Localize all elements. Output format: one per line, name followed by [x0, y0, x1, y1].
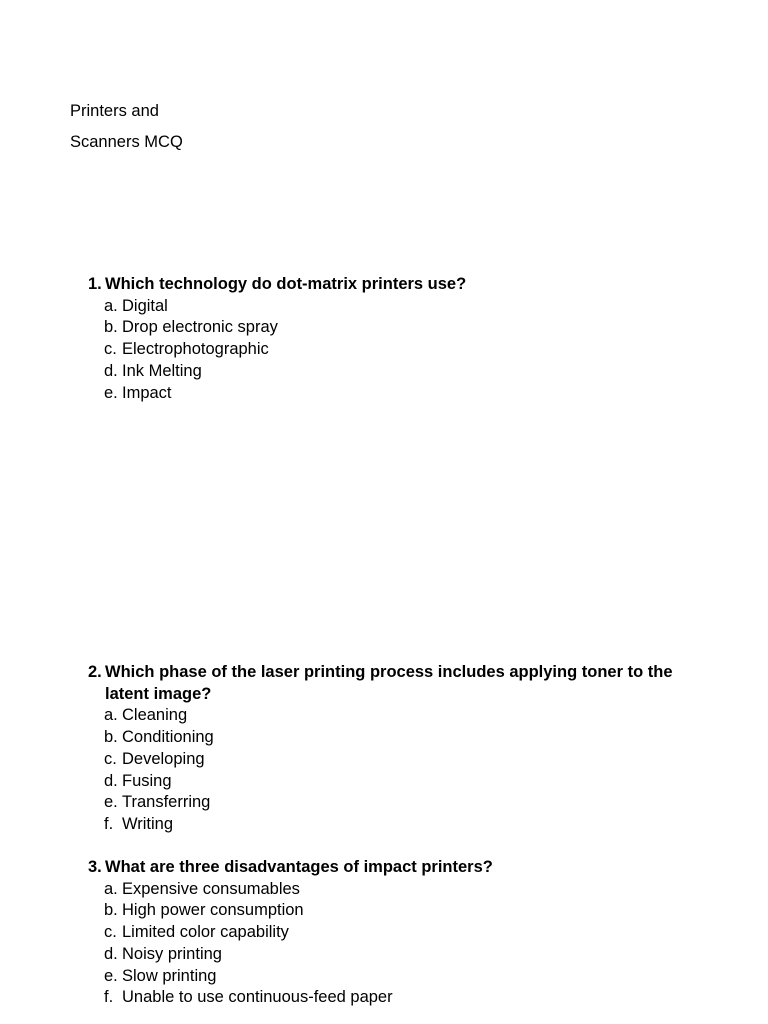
option-b [104, 900, 698, 922]
option-letter: e. [104, 793, 118, 812]
option-letter: d. [104, 944, 118, 963]
document-title [70, 96, 183, 158]
option-text: High power consumption [122, 901, 304, 920]
question-1 [88, 274, 698, 404]
option-letter: f. [104, 988, 114, 1007]
option-text: Unable to use continuous-feed paper [122, 988, 393, 1007]
option-f [104, 814, 698, 836]
question-2 [88, 662, 698, 836]
option-f [104, 987, 698, 1009]
option-letter: c. [104, 749, 117, 768]
option-a [104, 296, 698, 318]
question-number: 2. [88, 663, 102, 681]
question-3-prompt [88, 857, 698, 879]
question-number: 3. [88, 858, 102, 876]
option-letter: c. [104, 923, 117, 942]
option-letter: e. [104, 383, 118, 402]
option-d [104, 944, 698, 966]
option-letter: c. [104, 340, 117, 359]
option-d [104, 771, 698, 793]
option-letter: d. [104, 771, 118, 790]
question-text: Which phase of the laser printing process includes applying toner to the latent image? [105, 663, 673, 703]
option-a [104, 879, 698, 901]
option-a [104, 705, 698, 727]
option-text: Electrophotographic [122, 340, 269, 359]
question-1-prompt [88, 274, 698, 296]
question-3 [88, 857, 698, 1009]
question-number: 1. [88, 275, 102, 293]
question-text: Which technology do dot-matrix printers use? [105, 275, 467, 293]
option-e [104, 792, 698, 814]
question-3-options [88, 879, 698, 1009]
option-c [104, 922, 698, 944]
option-letter: a. [104, 879, 118, 898]
option-letter: b. [104, 901, 118, 920]
option-text: Fusing [122, 771, 172, 790]
option-d [104, 361, 698, 383]
option-text: Slow printing [122, 966, 217, 985]
option-text: Drop electronic spray [122, 318, 278, 337]
option-text: Conditioning [122, 728, 214, 747]
question-2-options [88, 705, 698, 835]
option-text: Transferring [122, 793, 211, 812]
option-c [104, 749, 698, 771]
option-b [104, 317, 698, 339]
option-letter: b. [104, 728, 118, 747]
option-text: Writing [122, 814, 174, 833]
option-text: Limited color capability [122, 923, 289, 942]
document-title-line-1: Printers and [70, 102, 159, 120]
option-e [104, 383, 698, 405]
option-text: Cleaning [122, 706, 188, 725]
document-title-line-2: Scanners MCQ [70, 133, 183, 151]
option-letter: e. [104, 966, 118, 985]
option-c [104, 339, 698, 361]
question-2-prompt [88, 662, 698, 705]
option-letter: a. [104, 706, 118, 725]
option-b [104, 727, 698, 749]
option-text: Noisy printing [122, 944, 222, 963]
question-text: What are three disadvantages of impact printers? [105, 858, 493, 876]
option-letter: d. [104, 361, 118, 380]
option-letter: a. [104, 296, 118, 315]
option-letter: f. [104, 814, 114, 833]
option-text: Impact [122, 383, 172, 402]
option-text: Digital [122, 296, 168, 315]
option-e [104, 966, 698, 988]
option-text: Ink Melting [122, 361, 202, 380]
question-1-options [88, 296, 698, 405]
option-text: Developing [122, 749, 205, 768]
option-text: Expensive consumables [122, 879, 300, 898]
option-letter: b. [104, 318, 118, 337]
